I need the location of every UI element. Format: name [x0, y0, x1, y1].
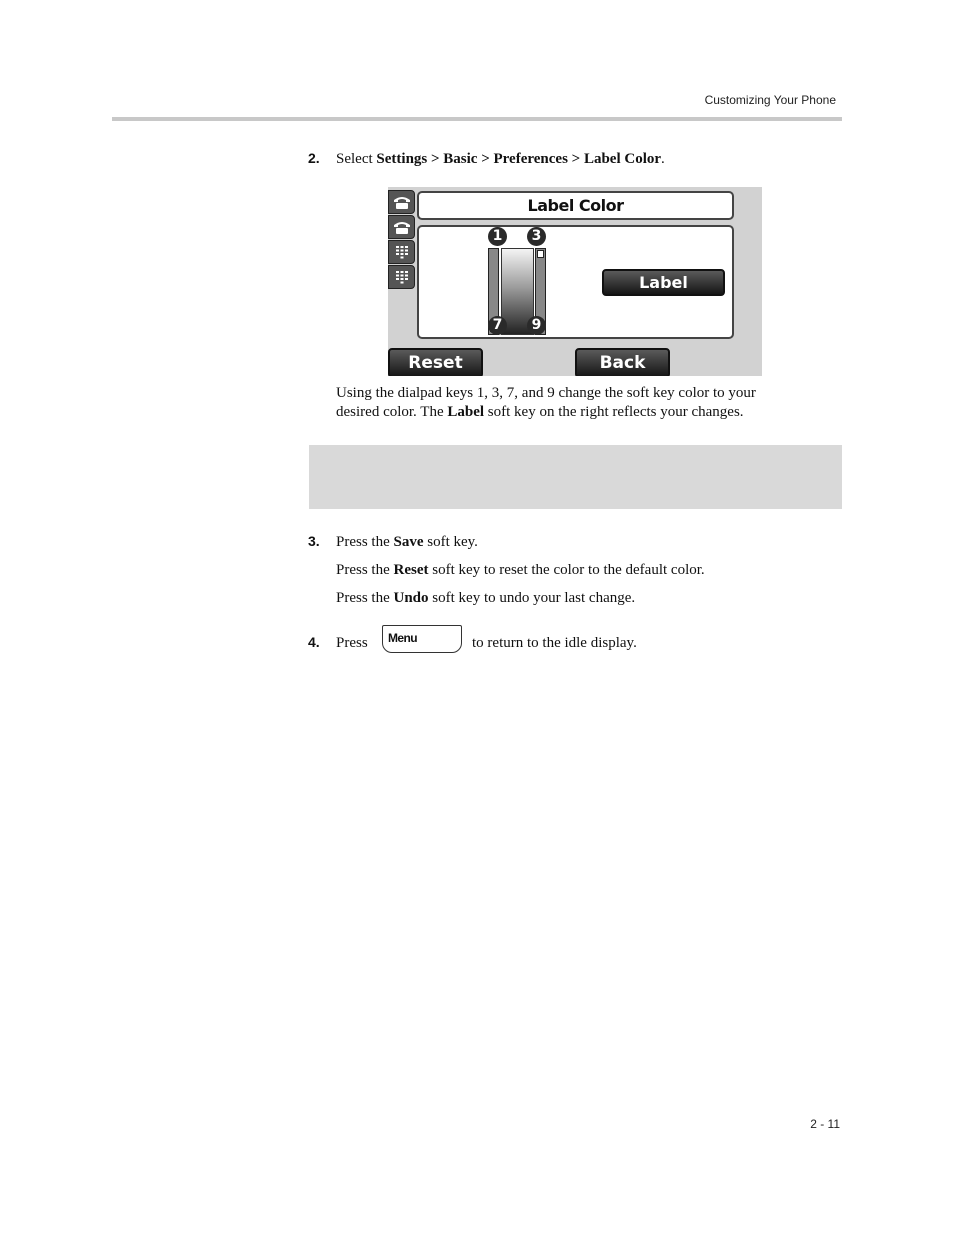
page-number: 2 - 11: [810, 1117, 840, 1131]
line-key-2: [388, 215, 415, 239]
reset-soft-key: Reset: [388, 348, 483, 376]
line-key-4: [388, 265, 415, 289]
key-7-badge: 7: [488, 316, 507, 335]
running-header: Customizing Your Phone: [704, 93, 836, 107]
key-9-badge: 9: [527, 316, 546, 335]
step-3-number: 3.: [308, 533, 320, 549]
menu-key-label: Menu: [388, 631, 417, 645]
menu-path: Settings > Basic > Preferences > Label Color: [376, 151, 662, 167]
key-1-badge: 1: [488, 227, 507, 246]
dialpad-icon: [395, 270, 409, 284]
line-key-3: [388, 240, 415, 264]
back-soft-key: Back: [575, 348, 670, 376]
phone-handset-icon: [393, 219, 411, 235]
step-3-reset-text: Press the Reset soft key to reset the color to the default color.: [336, 562, 705, 578]
line-key-1: [388, 190, 415, 214]
header-rule: [112, 117, 842, 121]
screen-title: Label Color: [417, 191, 734, 220]
step-3-undo-text: Press the Undo soft key to undo your last change.: [336, 590, 636, 606]
step-2-text: Select Settings > Basic > Preferences > Label Color.: [336, 151, 665, 167]
color-picker-panel: [417, 225, 734, 339]
right-slider-knob: [537, 250, 544, 258]
step-4-number: 4.: [308, 634, 320, 650]
step-4-press: Press: [336, 635, 368, 651]
key-3-badge: 3: [527, 227, 546, 246]
figure-description: Using the dialpad keys 1, 3, 7, and 9 change the soft key color to your desired color. The Label soft key on the right reflects your changes.: [336, 385, 756, 420]
step-4-tail: to return to the idle display.: [472, 635, 637, 651]
menu-key-icon: [382, 625, 462, 653]
phone-handset-icon: [393, 194, 411, 210]
dialpad-icon: [395, 245, 409, 259]
note-box: [309, 445, 842, 509]
phone-screen-figure: [388, 187, 762, 376]
label-preview-key: Label: [602, 269, 725, 296]
step-2-number: 2.: [308, 150, 320, 166]
step-3-text: Press the Save soft key.: [336, 534, 478, 550]
